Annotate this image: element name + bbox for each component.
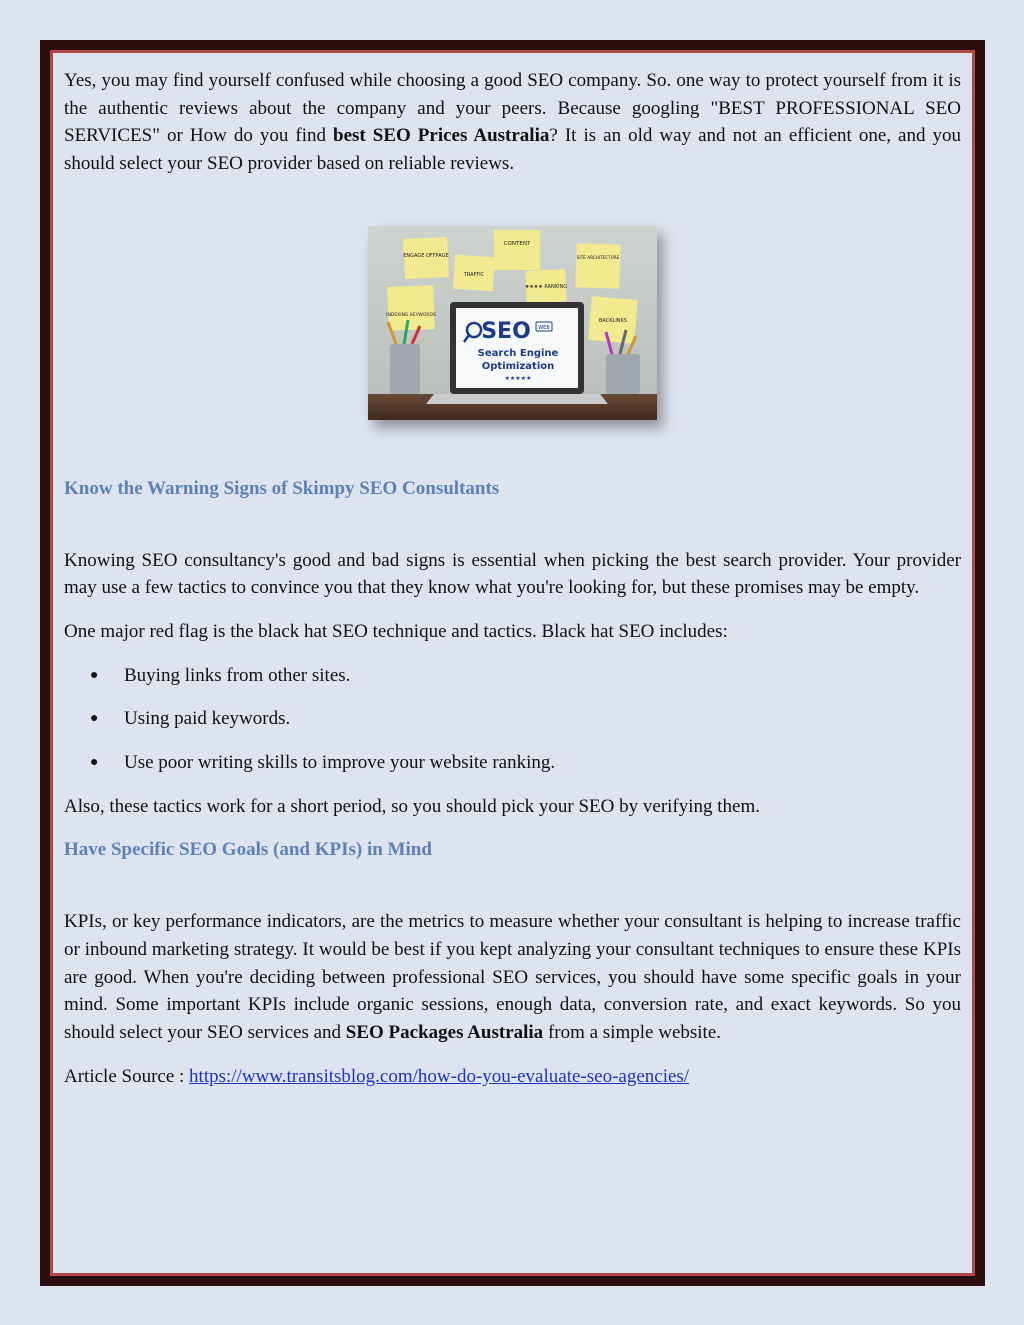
section2-bold-keyword: SEO Packages Australia xyxy=(345,1021,544,1043)
sticky-note-indexing xyxy=(386,285,436,331)
intro-bold-keyword: best SEO Prices Australia xyxy=(333,125,550,147)
sticky-note-ranking xyxy=(525,269,567,302)
bullet-dot-icon: ● xyxy=(90,711,99,727)
screen-web-badge: WEB xyxy=(538,324,550,331)
screen-stars: ★★★★★ xyxy=(504,374,532,382)
list-item-text: Using paid keywords. xyxy=(124,708,291,730)
section2-para xyxy=(64,908,961,1047)
section1-heading: Know the Warning Signs of Skimpy SEO Consultants xyxy=(64,477,500,499)
intro-paragraph xyxy=(64,67,961,178)
section2-heading: Have Specific SEO Goals (and KPIs) in Mind xyxy=(64,839,432,861)
list-item-text: Use poor writing skills to improve your website ranking. xyxy=(124,752,556,774)
sticky-note-traffic xyxy=(453,254,495,291)
list-item xyxy=(64,749,961,777)
article-source-link[interactable]: https://www.transitsblog.com/how-do-you-evaluate-seo-agencies/ xyxy=(189,1065,690,1087)
article-source xyxy=(64,1063,961,1091)
page-frame xyxy=(40,40,985,1286)
page-inner-border xyxy=(50,50,975,1276)
figure-container xyxy=(64,226,961,420)
note-engage-label: ENGAGE OFFPAGE xyxy=(403,252,449,259)
intro-text-end: ? It is an old way and not an efficient one, and you should select your SEO provider based on reliable reviews. xyxy=(64,125,961,175)
list-item-text: Buying links from other sites. xyxy=(124,664,351,686)
list-item xyxy=(64,662,961,690)
bullet-dot-icon: ● xyxy=(90,667,99,683)
screen-seo-title: SEO xyxy=(481,318,531,344)
black-hat-list xyxy=(64,662,961,777)
sticky-note-backlinks xyxy=(588,296,638,344)
screen-line1: Search Engine xyxy=(477,347,559,359)
note-traffic-label: TRAFFIC xyxy=(463,271,485,278)
bullet-dot-icon: ● xyxy=(90,755,99,771)
section2-text: KPIs, or key performance indicators, are the metrics to measure whether your consultant is helping to increase traffic or inbound marketing strategy. It would be best if you kept analyzing your consultant techniques to ensure these KPIs are good. When you're deciding between professional SEO services, you should have some specific goals in your mind. Some important KPIs include organic sessions, enough data, conversion rate, and exact keywords. So you should select your SEO services and xyxy=(64,911,961,1043)
sticky-note-content xyxy=(494,230,540,270)
seo-illustration xyxy=(368,226,657,420)
note-architecture-label: SITE ARCHITECTURE xyxy=(576,254,620,260)
section1-para1: Knowing SEO consultancy's good and bad signs is essential when picking the best search provider. Your provider may use a few tactics to convince you that they know what you're looking for, but these promises may be empty. xyxy=(64,549,961,599)
section2-text-end: from a simple website. xyxy=(543,1021,722,1043)
screen-line2: Optimization xyxy=(481,360,555,372)
document-body xyxy=(64,67,961,1090)
note-content-label: CONTENT xyxy=(503,240,531,247)
seo-illustration-svg xyxy=(368,226,657,420)
sticky-note-architecture xyxy=(575,243,621,289)
note-indexing-label: INDEXING KEYWORDS xyxy=(386,312,436,318)
section1-para2: One major red flag is the black hat SEO technique and tactics. Black hat SEO includes: xyxy=(64,620,728,642)
note-ranking-label: ★★★★ RANKING xyxy=(524,283,568,290)
article-source-label: Article Source : xyxy=(64,1065,190,1087)
intro-text: Yes, you may find yourself confused while choosing a good SEO company. So. one way to protect yourself from it is the authentic reviews about the company and your peers. Because googling "BEST PROFESSIONAL SEO SERVICES" or How do you find xyxy=(64,70,961,147)
sticky-note-engage xyxy=(403,237,449,279)
section1-para3: Also, these tactics work for a short period, so you should pick your SEO by verifying them. xyxy=(64,795,761,817)
list-item xyxy=(64,705,961,733)
note-backlinks-label: BACKLINKS xyxy=(599,317,627,324)
